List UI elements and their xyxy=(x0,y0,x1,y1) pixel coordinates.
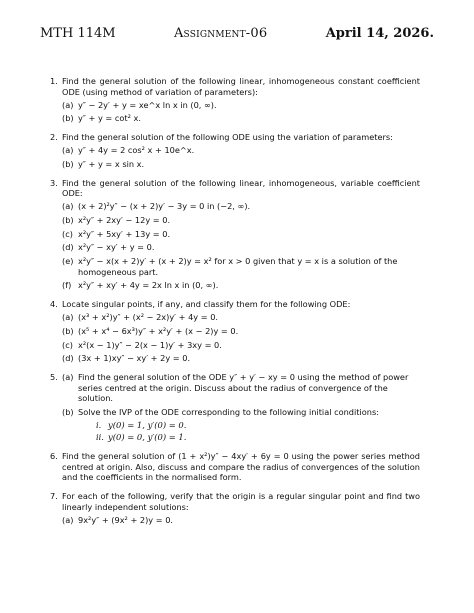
problem-text: Find the general solution of the following linear, inhomogeneous constant coefficient ODE (using method of variation of parameters): xyxy=(62,76,420,97)
initial-condition xyxy=(96,420,420,431)
part-label: (a) xyxy=(62,514,74,525)
assignment-date: April 14, 2026. xyxy=(325,26,434,41)
part-label: (c) xyxy=(62,228,73,239)
problem-part xyxy=(62,353,420,364)
problem-part xyxy=(62,515,420,526)
problem-number: 5. xyxy=(50,372,58,383)
problem-part xyxy=(62,256,420,277)
problem-number: 6. xyxy=(50,451,58,462)
part-label: (a) xyxy=(62,145,74,156)
course-code: MTH 114M xyxy=(40,26,116,41)
part-text: (3x + 1)xy″ − xy′ + 2y = 0. xyxy=(78,353,191,364)
problem-number: 4. xyxy=(50,299,58,310)
problem-part xyxy=(62,100,420,111)
part-label: (a) xyxy=(62,372,74,383)
part-text: Solve the IVP of the ODE corresponding to the following initial conditions: xyxy=(78,407,379,418)
problem-part xyxy=(62,242,420,253)
part-text: (x + 2)²y″ − (x + 2)y′ − 3y = 0 in (−2, ∞). xyxy=(78,201,251,212)
part-label: (f) xyxy=(62,280,72,291)
part-text: y″ − 2y′ + y = xe^x ln x in (0, ∞). xyxy=(78,99,217,110)
problem-6 xyxy=(50,451,420,483)
problem-text: Find the general solution of the following ODE using the variation of parameters: xyxy=(62,132,393,143)
problem-7 xyxy=(50,491,420,525)
problem-part xyxy=(62,340,420,351)
part-label: (a) xyxy=(62,99,74,110)
problem-1 xyxy=(50,76,420,124)
part-text: 9x²y″ + (9x² + 2)y = 0. xyxy=(78,514,174,525)
page-header xyxy=(40,26,434,46)
subpart-label: i. xyxy=(96,419,102,430)
subpart-text: y(0) = 0, y′(0) = 1. xyxy=(108,431,187,442)
problem-part xyxy=(62,280,420,291)
part-label: (c) xyxy=(62,339,73,350)
part-text: x²y″ + xy′ + 4y = 2x ln x in (0, ∞). xyxy=(78,280,219,291)
part-text: x²y″ − xy′ + y = 0. xyxy=(78,242,155,253)
part-text: x²y″ + 5xy′ + 13y = 0. xyxy=(78,228,171,239)
problem-number: 1. xyxy=(50,76,58,86)
part-label: (b) xyxy=(62,113,74,124)
assignment-title: Assignment-06 xyxy=(173,26,268,41)
problem-2 xyxy=(50,132,420,169)
part-label: (d) xyxy=(62,242,74,253)
subpart-label: ii. xyxy=(96,431,104,442)
problem-part xyxy=(62,113,420,124)
part-label: (a) xyxy=(62,312,74,323)
problem-part xyxy=(62,407,420,443)
part-label: (b) xyxy=(62,326,74,336)
problem-4 xyxy=(50,299,420,364)
problem-3 xyxy=(50,177,420,291)
problem-part xyxy=(62,215,420,226)
problem-text: Locate singular points, if any, and classify them for the following ODE: xyxy=(62,299,351,310)
problem-text: Find the general solution of (1 + x²)y″ − 4xy′ + 6y = 0 using the power series method centred at origin. Also, discuss and compare the radius of convergences of the solution and the coefficients in the normalised form. xyxy=(62,451,420,483)
problem-part xyxy=(62,326,420,337)
part-text: x²y″ − x(x + 2)y′ + (x + 2)y = x² for x > 0 given that y = x is a solution of the homogeneous part. xyxy=(78,256,398,277)
part-label: (a) xyxy=(62,201,74,212)
problem-5 xyxy=(50,372,420,442)
problem-list xyxy=(50,76,420,534)
subpart-text: y(0) = 1, y′(0) = 0. xyxy=(108,419,187,430)
part-text: x²(x − 1)y″ − 2(x − 1)y′ + 3xy = 0. xyxy=(78,339,222,350)
part-text: y″ + y = x sin x. xyxy=(78,158,145,169)
problem-number: 3. xyxy=(50,177,58,188)
part-label: (b) xyxy=(62,158,74,169)
problem-part xyxy=(62,312,420,323)
problem-number: 7. xyxy=(50,491,58,502)
part-label: (e) xyxy=(62,256,74,267)
part-label: (d) xyxy=(62,353,74,364)
part-label: (b) xyxy=(62,407,74,418)
initial-condition xyxy=(96,432,420,443)
part-text: Find the general solution of the ODE y″ + y′ − xy = 0 using the method of power series centred at the origin. Discuss about the radius of convergence of the solution. xyxy=(78,372,409,404)
part-text: (x³ + x²)y″ + (x² − 2x)y′ + 4y = 0. xyxy=(78,312,219,323)
problem-part xyxy=(62,372,420,404)
problem-part xyxy=(62,229,420,240)
part-text: y″ + 4y = 2 cos² x + 10e^x. xyxy=(78,145,195,156)
part-text: y″ + y = cot² x. xyxy=(78,113,141,124)
problem-text: For each of the following, verify that the origin is a regular singular point and find two linearly independent solutions: xyxy=(62,491,420,512)
part-label: (b) xyxy=(62,215,74,226)
problem-part xyxy=(62,145,420,156)
part-text: (x⁵ + x⁴ − 6x³)y″ + x²y′ + (x − 2)y = 0. xyxy=(78,326,239,336)
problem-part xyxy=(62,201,420,212)
problem-part xyxy=(62,159,420,170)
problem-number: 2. xyxy=(50,132,58,143)
problem-text: Find the general solution of the following linear, inhomogeneous, variable coefficient ODE: xyxy=(62,177,420,199)
part-text: x²y″ + 2xy′ − 12y = 0. xyxy=(78,215,171,226)
